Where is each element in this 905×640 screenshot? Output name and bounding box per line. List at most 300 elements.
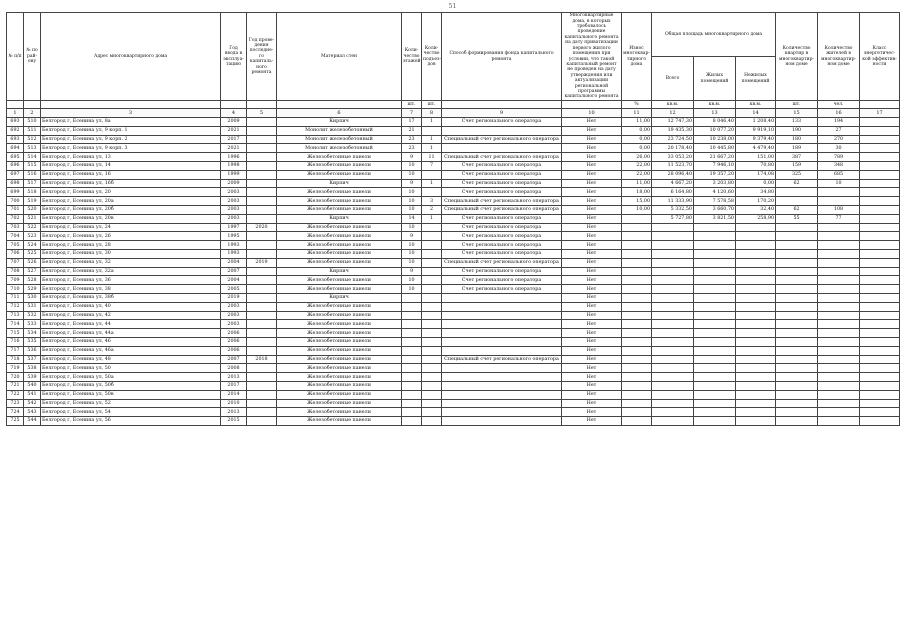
cell-not-in-program: Нет [562,408,622,417]
cell-num-district: 519 [24,197,41,206]
cell-area-nonresidential [736,311,776,320]
cell-area-residential [694,337,736,346]
cell-num-district: 542 [24,399,41,408]
cell-floors: 10 [402,258,422,267]
header-area-nonresidential: Нежилых помещений [736,57,776,101]
cell-area-residential [694,390,736,399]
cell-num: 712 [7,302,24,311]
cell-area-residential: 10 445,80 [694,144,736,153]
cell-fund-method: Счет регионального оператора [442,118,562,127]
cell-year-repair [247,329,277,338]
cell-address: Белгород г, Есенина ул, 46 [41,337,221,346]
cell-energy-class [860,337,900,346]
cell-num-district: 510 [24,118,41,127]
cell-fund-method: Счет регионального оператора [442,249,562,258]
cell-floors: 10 [402,223,422,232]
cell-not-in-program: Нет [562,249,622,258]
cell-floors [402,346,422,355]
cell-year-built: 1997 [221,223,247,232]
cell-num-district: 531 [24,302,41,311]
cell-fund-method [442,293,562,302]
header-wear: Износ многоквар-тирного дома [622,13,652,101]
cell-wall-material: Железобетонные панели [277,276,402,285]
cell-area-nonresidential [736,373,776,382]
column-number: 16 [818,109,860,118]
table-row [7,417,900,426]
cell-year-repair [247,390,277,399]
cell-area-total [652,373,694,382]
cell-num: 720 [7,373,24,382]
cell-count-residents [818,346,860,355]
cell-count-apts [776,223,818,232]
cell-num: 692 [7,126,24,135]
cell-area-nonresidential [736,241,776,250]
cell-entrances [422,188,442,197]
cell-num-district: 537 [24,355,41,364]
cell-count-residents [818,320,860,329]
column-number: 15 [776,109,818,118]
cell-address: Белгород г, Есенина ул, 56 [41,417,221,426]
cell-year-built: 2021 [221,144,247,153]
cell-year-repair [247,161,277,170]
cell-num-district: 528 [24,276,41,285]
cell-area-nonresidential: 70,80 [736,161,776,170]
cell-not-in-program: Нет [562,329,622,338]
cell-energy-class [860,267,900,276]
cell-year-repair [247,153,277,162]
header-num-district: № по рай-ону [24,13,41,101]
cell-address: Белгород г, Есенина ул, 20в [41,214,221,223]
cell-num-district: 526 [24,258,41,267]
table-row [7,355,900,364]
cell-area-total: 23 724,50 [652,135,694,144]
cell-fund-method [442,302,562,311]
cell-not-in-program: Нет [562,320,622,329]
cell-fund-method: Счет регионального оператора [442,161,562,170]
table-row [7,337,900,346]
cell-entrances [422,249,442,258]
cell-count-residents [818,293,860,302]
cell-count-apts: 55 [776,214,818,223]
cell-count-apts: 62 [776,205,818,214]
cell-num: 719 [7,364,24,373]
table-row [7,249,900,258]
column-number: 12 [652,109,694,118]
cell-year-repair [247,320,277,329]
cell-fund-method: Счет регионального оператора [442,179,562,188]
cell-count-apts [776,417,818,426]
cell-entrances [422,417,442,426]
cell-year-repair [247,373,277,382]
cell-wall-material: Кирпич [277,118,402,127]
cell-energy-class [860,373,900,382]
cell-year-repair [247,408,277,417]
cell-num: 717 [7,346,24,355]
cell-num: 713 [7,311,24,320]
cell-address: Белгород г, Есенина ул, 52 [41,399,221,408]
cell-year-built: 2017 [221,381,247,390]
cell-num: 694 [7,144,24,153]
cell-not-in-program: Нет [562,126,622,135]
unit-pcs: шт. [776,101,818,109]
cell-year-repair [247,118,277,127]
cell-num: 710 [7,285,24,294]
cell-area-residential: 10 238,00 [694,135,736,144]
cell-wall-material: Железобетонные панели [277,285,402,294]
cell-area-total [652,249,694,258]
cell-area-total [652,293,694,302]
cell-energy-class [860,197,900,206]
cell-count-apts [776,337,818,346]
cell-area-nonresidential: 0,00 [736,179,776,188]
cell-area-residential: 8 046,40 [694,118,736,127]
cell-fund-method: Специальный счет регионального оператора [442,153,562,162]
cell-floors: 10 [402,188,422,197]
cell-address: Белгород г, Есенина ул, 9 корп. 1 [41,126,221,135]
cell-area-residential [694,320,736,329]
cell-area-nonresidential [736,249,776,258]
cell-address: Белгород г, Есенина ул, 42 [41,311,221,320]
column-number: 10 [562,109,622,118]
cell-energy-class [860,364,900,373]
cell-floors [402,399,422,408]
cell-num: 714 [7,320,24,329]
cell-wear [622,346,652,355]
cell-num: 707 [7,258,24,267]
cell-fund-method: Специальный счет регионального оператора [442,258,562,267]
cell-wall-material: Кирпич [277,293,402,302]
cell-floors: 23 [402,144,422,153]
cell-energy-class [860,285,900,294]
cell-wear [622,241,652,250]
cell-count-residents [818,364,860,373]
cell-area-nonresidential: 1 208,40 [736,118,776,127]
cell-area-nonresidential: 9 919,10 [736,126,776,135]
cell-num-district: 540 [24,381,41,390]
column-number-row [7,109,900,118]
cell-entrances [422,320,442,329]
cell-address: Белгород г, Есенина ул, 20 [41,188,221,197]
cell-count-residents [818,249,860,258]
cell-energy-class [860,126,900,135]
cell-count-residents [818,276,860,285]
cell-count-residents: 789 [818,153,860,162]
cell-area-residential: 3 660,70 [694,205,736,214]
cell-area-total [652,258,694,267]
cell-address: Белгород г, Есенина ул, 32 [41,258,221,267]
cell-address: Белгород г, Есенина ул, 14 [41,161,221,170]
cell-wall-material: Железобетонные панели [277,188,402,197]
cell-wear: 0,00 [622,135,652,144]
cell-wear [622,258,652,267]
cell-area-nonresidential [736,276,776,285]
cell-entrances: 3 [422,197,442,206]
cell-area-residential: 21 667,20 [694,153,736,162]
cell-count-residents [818,373,860,382]
cell-num-district: 544 [24,417,41,426]
cell-year-built: 1999 [221,170,247,179]
cell-floors [402,373,422,382]
cell-wear: 0,00 [622,126,652,135]
cell-fund-method [442,126,562,135]
cell-count-apts: 189 [776,144,818,153]
cell-area-residential [694,249,736,258]
cell-fund-method: Специальный счет регионального оператора [442,355,562,364]
table-row [7,135,900,144]
cell-count-residents: 270 [818,135,860,144]
cell-address: Белгород г, Есенина ул, 24 [41,223,221,232]
cell-area-total: 5 727,80 [652,214,694,223]
cell-num: 693 [7,118,24,127]
cell-wear: 15,00 [622,197,652,206]
cell-count-apts [776,390,818,399]
cell-area-total [652,276,694,285]
cell-count-residents [818,311,860,320]
cell-wall-material: Монолит железобетонный [277,135,402,144]
cell-area-total: 28 096,40 [652,170,694,179]
cell-entrances: 11 [422,153,442,162]
cell-fund-method [442,408,562,417]
cell-area-residential: 10 077,20 [694,126,736,135]
column-number: 6 [277,109,402,118]
cell-num: 699 [7,188,24,197]
cell-area-residential [694,223,736,232]
cell-address: Белгород г, Есенина ул, 50в [41,390,221,399]
cell-count-residents: 77 [818,214,860,223]
table-row [7,267,900,276]
cell-count-residents: 194 [818,118,860,127]
header-year-built: Год ввода в эксплуа-тацию [221,13,247,101]
cell-wear [622,329,652,338]
cell-count-residents [818,241,860,250]
cell-not-in-program: Нет [562,355,622,364]
cell-fund-method: Счет регионального оператора [442,223,562,232]
cell-num: 724 [7,408,24,417]
cell-count-apts [776,302,818,311]
cell-entrances [422,293,442,302]
cell-wall-material: Железобетонные панели [277,153,402,162]
cell-year-repair [247,267,277,276]
cell-area-nonresidential: 32,40 [736,205,776,214]
cell-count-residents: 685 [818,170,860,179]
table-row [7,381,900,390]
cell-address: Белгород г, Есенина ул, 50б [41,381,221,390]
cell-num-district: 515 [24,161,41,170]
cell-num-district: 521 [24,214,41,223]
cell-area-total [652,390,694,399]
cell-wall-material: Железобетонные панели [277,373,402,382]
table-row [7,399,900,408]
cell-entrances [422,241,442,250]
cell-entrances [422,302,442,311]
cell-floors: 23 [402,135,422,144]
cell-year-built: 1996 [221,153,247,162]
cell-address: Белгород г, Есенина ул, 44 [41,320,221,329]
cell-year-built: 2003 [221,302,247,311]
cell-entrances: 1 [422,214,442,223]
cell-count-residents [818,188,860,197]
unit-pcs: шт. [402,101,422,109]
cell-year-repair [247,276,277,285]
unit-people: чел. [818,101,860,109]
table-row [7,118,900,127]
cell-area-residential [694,241,736,250]
cell-address: Белгород г, Есенина ул, 8а [41,118,221,127]
cell-count-apts [776,355,818,364]
cell-count-residents [818,381,860,390]
cell-num-district: 533 [24,320,41,329]
cell-fund-method [442,390,562,399]
cell-area-total [652,232,694,241]
cell-floors [402,408,422,417]
cell-count-apts [776,381,818,390]
cell-year-repair [247,417,277,426]
cell-year-built: 2009 [221,118,247,127]
cell-num: 705 [7,241,24,250]
table-row [7,205,900,214]
column-number: 2 [24,109,41,118]
table-row [7,223,900,232]
table-row [7,241,900,250]
cell-wall-material: Железобетонные панели [277,399,402,408]
unit-sqm: кв.м. [694,101,736,109]
table-row [7,364,900,373]
table-row [7,161,900,170]
cell-area-residential [694,293,736,302]
cell-energy-class [860,258,900,267]
cell-area-nonresidential [736,390,776,399]
cell-floors [402,311,422,320]
cell-year-built: 1993 [221,249,247,258]
cell-entrances [422,126,442,135]
cell-floors [402,320,422,329]
table-row [7,293,900,302]
cell-num-district: 535 [24,337,41,346]
cell-area-total [652,285,694,294]
cell-area-total [652,241,694,250]
cell-floors: 10 [402,170,422,179]
cell-energy-class [860,241,900,250]
cell-wall-material: Монолит железобетонный [277,126,402,135]
cell-count-residents: 108 [818,205,860,214]
cell-year-repair [247,197,277,206]
cell-floors: 10 [402,276,422,285]
cell-num-district: 511 [24,126,41,135]
cell-area-residential [694,285,736,294]
unit-pcs: шт. [422,101,442,109]
cell-count-apts: 325 [776,170,818,179]
cell-year-repair: 2020 [247,223,277,232]
cell-year-built: 2010 [221,399,247,408]
cell-energy-class [860,214,900,223]
column-number: 7 [402,109,422,118]
cell-year-built: 2013 [221,373,247,382]
header-year-last-repair: Год прове-дения последне-го капиталь-ного ремонта [247,13,277,101]
cell-count-residents [818,337,860,346]
cell-floors: 10 [402,285,422,294]
cell-area-nonresidential [736,232,776,241]
cell-energy-class [860,144,900,153]
cell-energy-class [860,293,900,302]
header-count-residents: Количество жителей в многоквартир-ном доме [818,13,860,101]
cell-count-apts [776,408,818,417]
cell-year-repair [247,205,277,214]
cell-count-apts [776,232,818,241]
cell-not-in-program: Нет [562,381,622,390]
header-entrances: Коли-чество подъез-дов [422,13,442,101]
cell-num: 693 [7,135,24,144]
header-floors: Коли-чество этажей [402,13,422,101]
cell-num: 696 [7,161,24,170]
table-row [7,232,900,241]
cell-entrances: 1 [422,179,442,188]
cell-floors [402,417,422,426]
cell-num-district: 524 [24,241,41,250]
cell-count-apts: 62 [776,179,818,188]
cell-not-in-program: Нет [562,337,622,346]
cell-not-in-program: Нет [562,188,622,197]
cell-energy-class [860,223,900,232]
cell-year-built: 2006 [221,329,247,338]
header-wall-material: Материал стен [277,13,402,101]
cell-fund-method [442,373,562,382]
cell-not-in-program: Нет [562,346,622,355]
cell-area-total: 33 053,20 [652,153,694,162]
cell-area-total [652,329,694,338]
cell-year-built: 2003 [221,311,247,320]
cell-floors [402,355,422,364]
cell-wear: 26,00 [622,153,652,162]
cell-count-apts [776,364,818,373]
cell-count-residents [818,197,860,206]
cell-year-repair [247,232,277,241]
cell-year-built: 1998 [221,161,247,170]
cell-area-total [652,381,694,390]
cell-fund-method: Специальный счет регионального оператора [442,135,562,144]
table-row [7,126,900,135]
cell-year-built: 2004 [221,276,247,285]
cell-address: Белгород г, Есенина ул, 50 [41,364,221,373]
cell-year-built: 2009 [221,179,247,188]
cell-year-built: 2004 [221,258,247,267]
cell-address: Белгород г, Есенина ул, 50а [41,373,221,382]
cell-address: Белгород г, Есенина ул, 30 [41,249,221,258]
cell-year-repair [247,302,277,311]
cell-count-residents [818,417,860,426]
cell-year-built: 2007 [221,355,247,364]
cell-year-repair: 2018 [247,355,277,364]
header-area-residential: Жилых помещений [694,57,736,101]
column-number: 11 [622,109,652,118]
cell-area-residential [694,346,736,355]
cell-count-residents [818,285,860,294]
cell-wear: 22,00 [622,161,652,170]
cell-wear [622,355,652,364]
cell-wall-material: Железобетонные панели [277,320,402,329]
cell-address: Белгород г, Есенина ул, 44а [41,329,221,338]
cell-floors [402,381,422,390]
cell-not-in-program: Нет [562,311,622,320]
cell-wall-material: Железобетонные панели [277,249,402,258]
cell-area-total [652,408,694,417]
table-row [7,144,900,153]
cell-num: 716 [7,337,24,346]
cell-area-residential [694,364,736,373]
table-row [7,373,900,382]
cell-area-residential [694,267,736,276]
cell-area-residential [694,381,736,390]
cell-not-in-program: Нет [562,302,622,311]
